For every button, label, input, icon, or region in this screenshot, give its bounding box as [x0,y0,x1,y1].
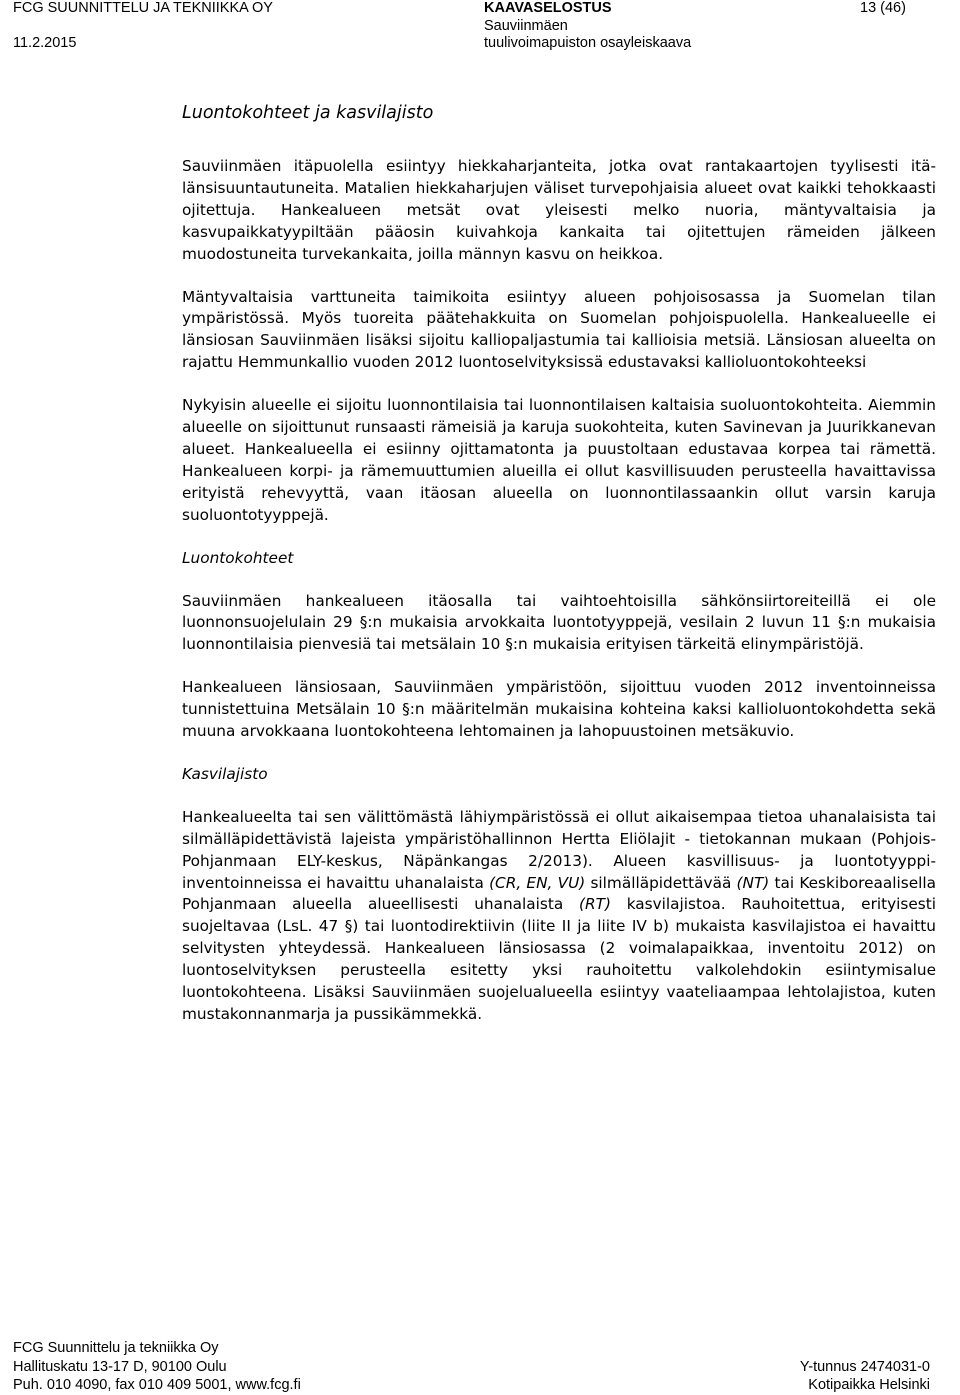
p6-text-g: kasvilajistoa. Rauhoitettua, erityisesti suojeltavaa (LsL. 47 §) tai luontodirektiivin (liite II ja liite IV b) mukaista kasvilajistoa ei havaittu selvitysten yhteydessä. Hankealueen länsiosassa (2 voimalapaikkaa, inventoitu 2012) on luontoselvityksen perusteella esitetty yksi rauhoitettu valkolehdokin esiintymisalue luontokohteena. Lisäksi Sauviinmäen suojelualueella esiintyy vaateliaampaa lehtolajistoa, kuten mustakonnanmarja ja pussikämmekkä. [182,895,937,1023]
footer-address: Hallituskatu 13-17 D, 90100 Oulu [13,1359,227,1375]
p6-text-e: tai Keskiboreaalisella Pohjanmaan alueella alueellisesti uhanalaista [182,873,937,914]
footer-contact: Puh. 010 4090, fax 010 409 5001, www.fcg.fi [13,1377,301,1393]
paragraph-3: Nykyisin alueelle ei sijoitu luonnontilaisia tai luonnontilaisen kaltaisia suoluontokohteita. Aiemmin alueelle on sijoittunut runsaasti rämeisiä ja karuja suokohteita, kuten Savinevan ja Juurikkanevan alueet. Hankealueella ei esiinny ojittamatonta ja puustoltaan edustavaa korpea tai rämettä. Hankealueen korpi- ja rämemuuttumien alueilla ei ollut kasvillisuuden perusteella havaittavissa erityistä rehevyyttä, vaan itäosan alueella on luonnontilassaankin ollut varsin karuja suoluontotyyppejä. [182,396,936,524]
subheading-kasvilajisto: Kasvilajisto [182,764,268,783]
paragraph-5: Hankealueen länsiosaan, Sauviinmäen ympäristöön, sijoittuu vuoden 2012 inventoinneissa tunnistettuina Metsälain 10 §:n määritelmän mukaisina kohteina kaksi kallioluontokohdetta sekä muuna arvokkaana luontokohteena lehtomainen ja lahopuustoinen metsäkuvio. [182,678,936,741]
footer-company: FCG Suunnittelu ja tekniikka Oy [13,1340,219,1356]
section-heading: Luontokohteet ja kasvilajisto [182,103,434,123]
header-date: 11.2.2015 [13,35,77,51]
p6-italic-rt: (RT) [579,895,611,914]
p6-italic-nt: (NT) [736,873,770,892]
paragraph-2: Mäntyvaltaisia varttuneita taimikoita esiintyy alueen pohjoisosassa ja Suomelan tilan ympäristössä. Myös tuoreita päätehakkuita on Suomelan pohjoispuolella. Hankealueelle ei länsiosan Sauviinmäen lisäksi sijoitu kalliopaljastumia tai kallioisia metsiä. Länsiosan alueelta on rajattu Hemmunkallio vuoden 2012 luontoselvityksissä edustavaksi kallioluontokohteeksi [182,287,936,372]
header-company: FCG SUUNNITTELU JA TEKNIIKKA OY [13,0,273,16]
header-page-number: 13 (46) [860,0,906,16]
paragraph-1: Sauviinmäen itäpuolella esiintyy hiekkaharjanteita, jotka ovat rantakaartojen tyylisesti itä-länsisuuntautuneita. Matalien hiekkaharjujen väliset turvepohjaisia alueet ovat kaikki tehokkaasti ojitettuja. Hankealueen metsät ovat yleisesti melko nuoria, mäntyvaltaisia ja kasvupaikkatyypiltään pääosin kuivahkoja kankaita tai ojitettujen rämeiden jälkeen muodostuneita turvekankaita, joilla männyn kasvu on heikkoa. [182,157,936,263]
header-project: Sauviinmäen [484,18,568,34]
paragraph-4: Sauviinmäen hankealueen itäosalla tai vaihtoehtoisilla sähkönsiirtoreiteillä ei ole luonnonsuojelulain 29 §:n mukaisia arvokkaita luontotyyppejä, vesilain 2 luvun 11 §:n mukaisia luonnontilaisia pienvesiä tai metsälain 10 §:n mukaisia erityisen tärkeitä elinympäristöjä. [182,591,936,654]
subheading-luontokohteet: Luontokohteet [182,548,294,567]
footer-domicile: Kotipaikka Helsinki [808,1377,930,1393]
footer-business-id: Y-tunnus 2474031-0 [799,1359,930,1375]
header-subtitle: tuulivoimapuiston osayleiskaava [484,35,692,51]
p6-text-c: silmälläpidettävää [585,873,737,892]
p6-italic-cr-en-vu: (CR, EN, VU) [489,873,586,892]
main-content [182,102,936,1047]
paragraph-6 [182,807,936,1026]
p6-text-a: Hankealueelta tai sen välittömästä lähiympäristössä ei ollut aikaisempaa tietoa uhanalaisista tai silmälläpidettävistä lajeista ympäristöhallinnon Hertta Eliölajit - tietokannan mukaan (Pohjois-Pohjanmaan ELY-keskus, Näpänkangas 2/2013). Alueen kasvillisuus- ja luontotyyppi-inventoinneissa ei havaittu uhanalaista [182,807,936,892]
header-doc-type: KAAVASELOSTUS [484,0,612,16]
